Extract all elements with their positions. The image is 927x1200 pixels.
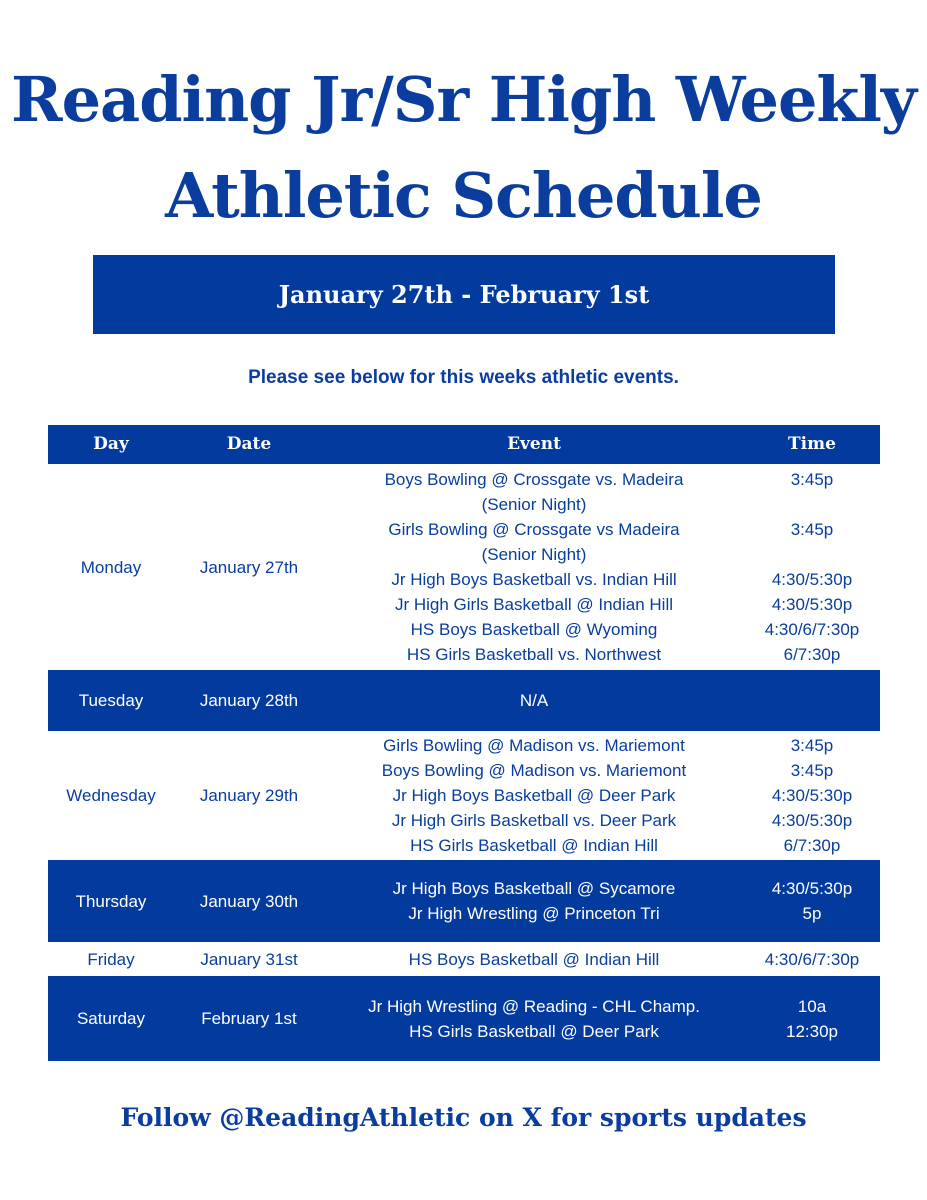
event-line: Jr High Wrestling @ Reading - CHL Champ. [368,996,700,1016]
event-line: Boys Bowling @ Madison vs. Mariemont [381,761,687,780]
table-row-tuesday [48,670,880,731]
time-line: 3:45p [790,470,834,489]
event-line: N/A [519,691,549,710]
date-cell: January 27th [199,557,299,577]
schedule-table [48,425,880,1061]
event-line: Girls Bowling @ Crossgate vs Madeira [388,520,680,539]
event-line: HS Girls Basketball vs. Northwest [406,645,662,664]
event-cell [324,947,744,972]
time-cell [744,947,880,972]
date-range-text: January 27th - February 1st [278,280,650,309]
table-header-row [48,425,880,464]
table-row-friday [48,942,880,976]
event-line: Jr High Wrestling @ Princeton Tri [408,904,660,923]
day-cell: Saturday [76,1009,146,1028]
day-cell: Thursday [75,891,147,911]
day-cell: Friday [87,949,135,969]
title-line-1: Reading Jr/Sr High Weekly [11,63,916,136]
page-title [0,52,927,244]
time-cell [744,994,880,1044]
header-day: Day [93,434,129,454]
time-line: 4:30/5:30p [771,811,853,830]
time-line: 3:45p [790,736,834,755]
event-cell [324,467,744,667]
event-line: HS Girls Basketball @ Deer Park [409,1021,659,1041]
time-line: 10a [797,996,827,1016]
event-line: (Senior Night) [481,495,587,514]
footer-social-text: Follow @ReadingAthletic on X for sports updates [120,1103,807,1132]
time-line: 3:45p [790,761,834,780]
time-line: 4:30/6/7:30p [764,620,860,639]
date-cell: January 29th [199,786,299,805]
event-cell [324,733,744,858]
event-line: HS Girls Basketball @ Indian Hill [410,836,658,855]
time-line: 5p [802,904,822,923]
table-row-saturday [48,976,880,1061]
date-cell: January 30th [199,891,299,911]
time-line: 4:30/5:30p [771,570,853,589]
event-line: Jr High Boys Basketball @ Sycamore [392,879,676,898]
date-cell: February 1st [201,1009,297,1028]
event-line: Jr High Boys Basketball @ Deer Park [392,786,676,805]
time-line: 4:30/5:30p [771,786,853,805]
time-line: 12:30p [786,1021,838,1041]
date-range-banner [93,255,835,334]
table-row-monday [48,464,880,670]
event-line: Jr High Boys Basketball vs. Indian Hill [391,570,677,589]
event-line: HS Boys Basketball @ Indian Hill [408,949,660,969]
time-line: 3:45p [790,520,834,539]
day-cell: Wednesday [66,786,156,805]
day-cell: Tuesday [78,691,144,710]
event-line: Jr High Girls Basketball @ Indian Hill [394,595,674,614]
event-line: Boys Bowling @ Crossgate vs. Madeira [384,470,684,489]
time-cell [744,733,880,858]
time-line: 4:30/5:30p [771,595,853,614]
table-row-wednesday [48,731,880,860]
event-line: Girls Bowling @ Madison vs. Mariemont [383,736,685,755]
time-line [744,542,880,567]
date-cell: January 31st [200,949,298,969]
time-cell [744,467,880,667]
header-time: Time [788,434,836,454]
table-row-thursday [48,860,880,942]
time-line: 6/7:30p [783,645,841,664]
header-event: Event [507,434,561,454]
day-cell: Monday [80,557,142,577]
event-line: Jr High Girls Basketball vs. Deer Park [391,811,677,830]
time-line: 4:30/5:30p [771,879,853,898]
intro-text: Please see below for this weeks athletic events. [248,367,679,388]
time-line [744,492,880,517]
title-line-2: Athletic Schedule [165,159,762,232]
time-line: 4:30/6/7:30p [764,949,860,969]
time-cell [744,876,880,926]
time-line: 6/7:30p [783,836,841,855]
event-cell [324,994,744,1044]
event-line: (Senior Night) [481,545,587,564]
header-date: Date [226,434,272,454]
date-cell: January 28th [199,691,299,710]
event-cell [324,688,744,713]
event-cell [324,876,744,926]
event-line: HS Boys Basketball @ Wyoming [410,620,658,639]
